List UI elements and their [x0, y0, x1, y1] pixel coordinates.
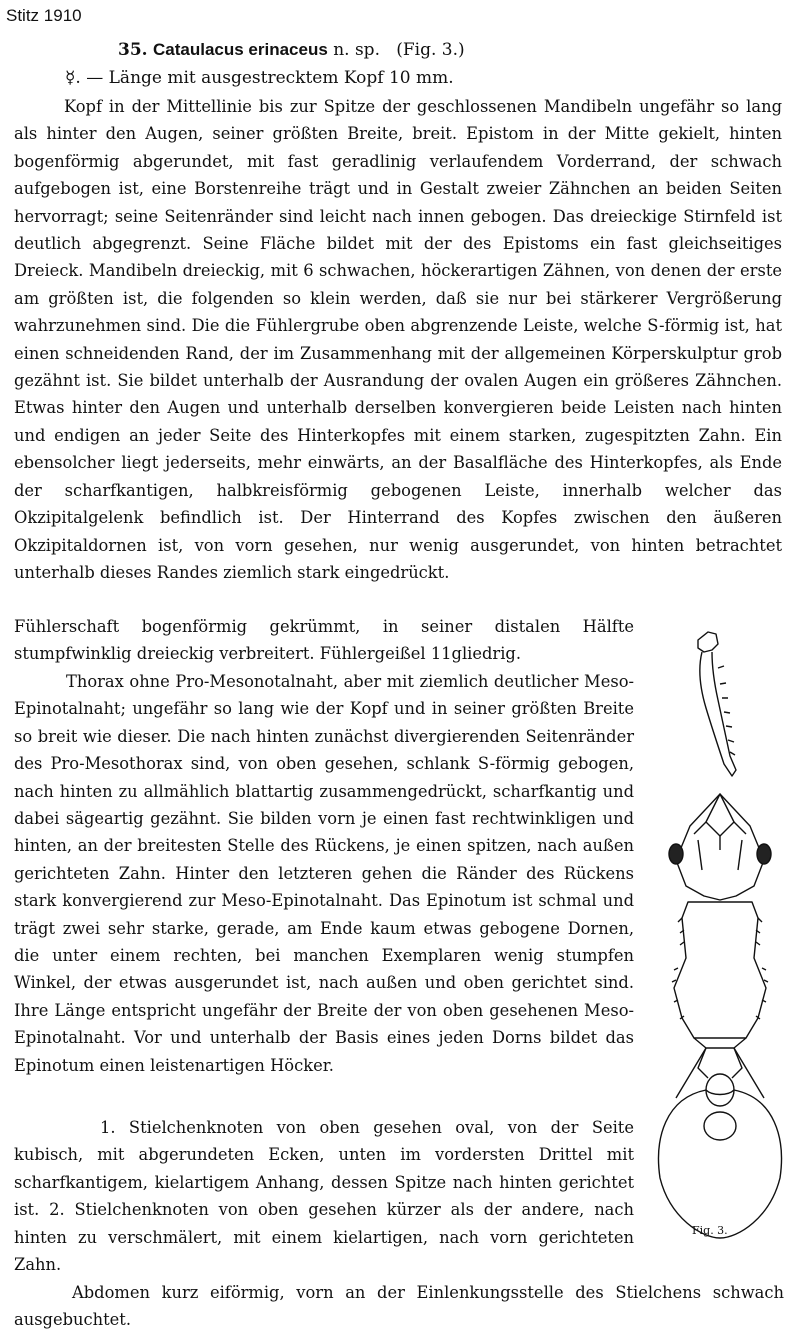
ant-figure-illustration	[646, 628, 793, 1248]
paragraph-head: Kopf in der Mittellinie bis zur Spitze der geschlossenen Mandibeln ungefähr so lang als hinter den Augen, seiner größten Breite, breit. Epistom in der Mitte gekielt, hinten bogenförmig abgerundet, mit fast geradlinig verlaufendem Vorderrand, der schwach aufgebogen ist, eine Borstenreihe trägt und in Gestalt zweier Zähnchen an beiden Seiten hervorragt; seine Seitenränder sind leicht nach innen gebogen. Das dreieckige Stirnfeld ist deutlich abgegrenzt. Seine Fläche bildet mit der des Epistoms ein fast gleichseitiges Dreieck. Mandibeln dreieckig, mit 6 schwachen, höckerartigen Zähnen, von denen der erste am größten ist, die folgenden so klein werden, daß sie nur bei stärkerer Vergrößerung wahrzunehmen sind. Die die Fühlergrube oben abgrenzende Leiste, welche S-förmig ist, hat einen schneidenden Rand, der im Zusammenhang mit der allgemeinen Körperskulptur grob gezähnt ist. Sie bildet unterhalb der Ausrandung der ovalen Augen ein größeres Zähnchen. Etwas hinter den Augen und unterhalb derselben konvergieren beide Leisten nach hinten und endigen an jeder Seite des Hinterkopfes mit einem starken, zugespitzten Zahn. Ein ebensolcher liegt jederseits, mehr einwärts, an der Basalfläche des Hinterkopfes, als Ende der scharfkantigen, halbkreisförmig gebogenen Leiste, innerhalb welcher das Okzipitalgelenk befindlich ist. Der Hinterrand des Kopfes zwischen den äußeren Okzipitaldornen ist, von vorn gesehen, nur wenig ausgerundet, von hinten betrachtet unterhalb dieses Randes ziemlich stark eingedrückt.	[14, 97, 782, 582]
worker-length-line: ☿. — Länge mit ausgestrecktem Kopf 10 mm.	[65, 68, 454, 88]
paragraph-antenna: Fühlerschaft bogenförmig gekrümmt, in seiner distalen Hälfte stumpfwinklig dreieckig verbreitert. Fühlergeißel 11gliedrig.	[14, 617, 634, 664]
figure-reference: (Fig. 3.)	[396, 40, 465, 60]
figure-caption: Fig. 3.	[692, 1224, 728, 1237]
species-suffix: n. sp.	[333, 40, 380, 60]
paragraph-petiole: 1. Stielchenknoten von oben gesehen oval, von der Seite kubisch, mit abgerundeten Ecken, unten im vordersten Drittel mit scharfkantigem, kielartigem Anhang, dessen Spitze nach hinten gerichtet ist. 2. Stielchenknoten von oben gesehen kürzer als der andere, nach hinten zu verschmälert, mit einem kielartigen, nach vorn gerichteten Zahn.	[14, 1118, 634, 1275]
petiole-nodes-drawing	[704, 1074, 736, 1140]
species-number: 35.	[118, 40, 148, 60]
species-name: Cataulacus erinaceus	[152, 40, 328, 59]
antenna-scape-drawing	[698, 632, 736, 776]
species-heading	[118, 40, 465, 60]
paragraph-abdomen: Abdomen kurz eiförmig, vorn an der Einlenkungsstelle des Stielchens schwach ausgebuchtet.	[14, 1283, 784, 1330]
source-label: Stitz 1910	[6, 6, 82, 25]
paragraph-thorax: Thorax ohne Pro-Mesonotalnaht, aber mit ziemlich deutlicher Meso-Epinotalnaht; ungefähr so lang wie der Kopf und in seiner größten Breite so breit wie dieser. Die nach hinten zunächst divergierenden Seitenränder des Pro-Mesothorax sind, von oben gesehen, schlank S-förmig gebogen, nach hinten zu allmählich blattartig zusammengedrückt, scharfkantig und dabei sägeartig gezähnt. Sie bilden vorn je einen fast rechtwinkligen und hinten, an der breitesten Stelle des Rückens, je einen spitzen, nach außen gerichteten Zahn. Hinter den letzteren gehen die Ränder des Rückens stark konvergierend zur Meso-Epinotalnaht. Das Epinotum ist schmal und trägt zwei sehr starke, gerade, am Ende kaum etwas gebogene Dornen, die unter einem rechten, bei manchen Exemplaren wenig stumpfen Winkel, der etwas ausgerundet ist, nach außen und oben gerichtet sind. Ihre Länge entspricht ungefähr der Breite der von oben gesehenen Meso-Epinotalnaht. Vor und unterhalb der Basis eines jeden Dorns bildet das Epinotum einen leistenartigen Höcker.	[14, 672, 634, 1075]
head-drawing	[669, 794, 771, 900]
thorax-drawing	[672, 902, 768, 1098]
